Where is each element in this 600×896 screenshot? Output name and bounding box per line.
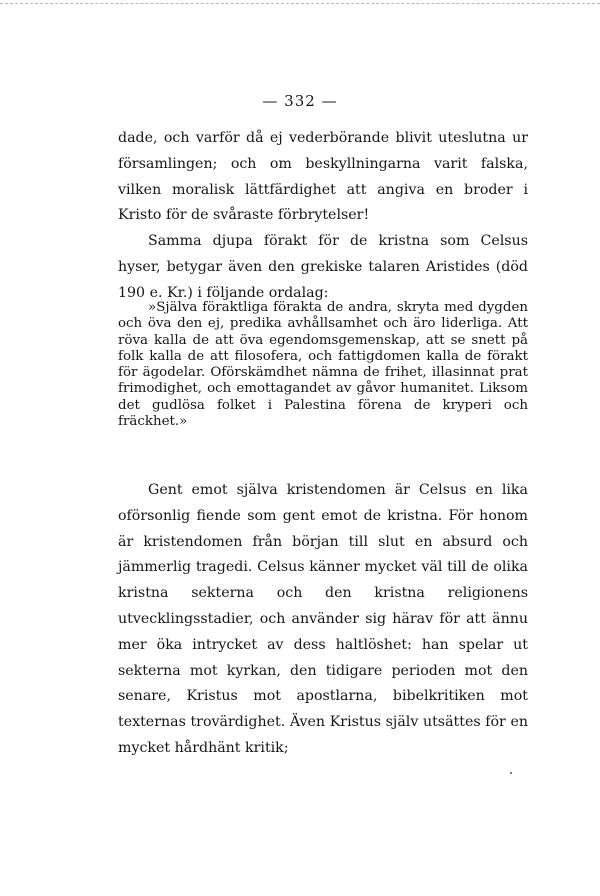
text-block-lower bbox=[118, 478, 528, 762]
paragraph-continued: dade, och varför då ej vederbörande blivit uteslutna ur församlingen; och om beskyllningarna varit falska, vilken moralisk lättfärdighet att angiva en broder i Kristo för de svåraste förbrytelser! bbox=[118, 130, 528, 224]
aristides-quote: »Själva föraktliga förakta de andra, skryta med dygden och öva den ej, predika avhållsamhet och äro liderliga. Att röva kalla de att öva egendomsgemenskap, att se snett på folk kalla de att filosofera, och fattigdomen kalla de förakt för ägodelar. Oförskämdhet nämna de frihet, illasinnat prat frimodighet, och emottagandet av gåvor humanitet. Liksom det gudlösa folket i Palestina förena de kryperi och fräckhet.» bbox=[118, 300, 528, 430]
paragraph-aristides-intro: Samma djupa förakt för de kristna som Celsus hyser, betygar även den grekiske talaren Aristides (död 190 e. Kr.) i följande ordalag: bbox=[118, 233, 528, 301]
page-top-edge bbox=[0, 3, 600, 4]
text-block-upper bbox=[118, 126, 528, 307]
print-speck bbox=[510, 772, 512, 774]
page-number: — 332 — bbox=[262, 92, 338, 110]
paragraph-celsus-critique: Gent emot själva kristendomen är Celsus en lika oförsonlig fiende som gent emot de kristna. För honom är kristendomen från början till slut en absurd och jämmerlig tragedi. Celsus känner mycket väl till de olika kristna sekterna och den kristna religionens utvecklingsstadier, och använder sig härav för att ännu mer öka intrycket av dess haltlöshet: han spelar ut sekterna mot kyrkan, den tidigare perioden mot den senare, Kristus mot apostlarna, bibelkritiken mot texternas trovärdighet. Även Kristus själv utsättes för en mycket hårdhänt kritik; bbox=[118, 482, 528, 756]
